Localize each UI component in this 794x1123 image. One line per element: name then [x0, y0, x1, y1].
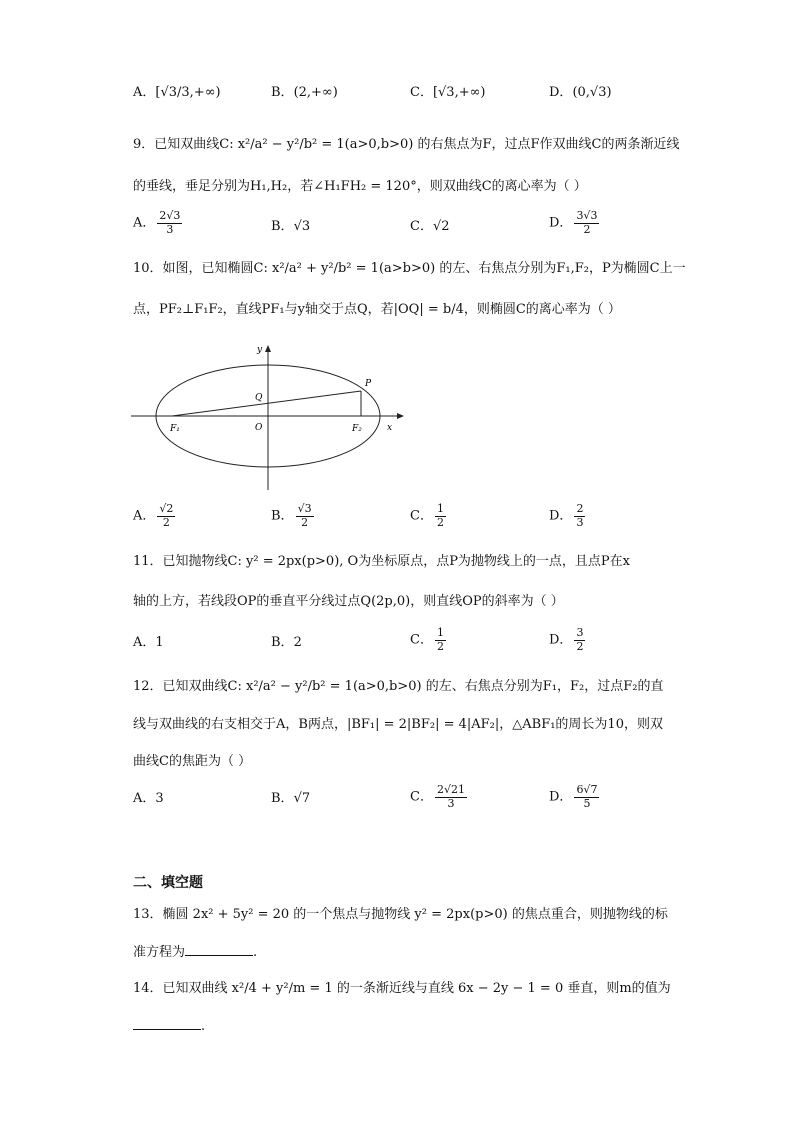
q11-option-c: C． $\frac{1}{2}$ [410, 626, 444, 653]
label-x: x [387, 423, 393, 433]
q12-option-d: D． $\frac{6√7}{5}$ [549, 783, 598, 810]
q8-option-c: C．[√3,+∞) [410, 85, 486, 100]
q12-text-line3: 曲线C的焦距为（ ） [133, 754, 252, 769]
label-f1: F₁ [170, 424, 180, 434]
q12-text-line2: 线与双曲线的右支相交于A，B两点，|BF₁| = 2|BF₂| = 4|AF₂|，△ABF₁的周长为10，则双 [133, 717, 663, 732]
q9-option-b: B．√3 [271, 219, 311, 234]
q9-option-a: A． $\frac{2√3}{3}$ [133, 209, 181, 236]
q11-option-b: B．2 [271, 635, 302, 650]
q13-text-line2: 准方程为 . [133, 945, 258, 960]
q11-text-line1: 11．已知抛物线C: y² = 2px(p>0), O为坐标原点，点P为抛物线上的一点，且点P在x [133, 554, 631, 569]
label-y: y [257, 345, 263, 355]
q10-option-d: D． $\frac{2}{3}$ [549, 502, 584, 529]
q9-option-c: C．√2 [410, 219, 450, 234]
q12-option-b: B．√7 [271, 791, 311, 806]
q10-text-line1: 10．如图，已知椭圆C: x²/a² + y²/b² = 1(a>b>0) 的左、右焦点分别为F₁,F₂，P为椭圆C上一 [133, 261, 686, 276]
q9-text-line2: 的垂线，垂足分别为H₁,H₂，若∠H₁FH₂ = 120°，则双曲线C的离心率为（ ） [133, 179, 587, 194]
q10-text-line2: 点，PF₂⊥F₁F₂，直线PF₁与y轴交于点Q，若|OQ| = b/4，则椭圆C的离心率为（ ） [133, 302, 621, 317]
q10-option-a: A． $\frac{√2}{2}$ [133, 502, 174, 529]
q10-option-c: C． $\frac{1}{2}$ [410, 502, 444, 529]
q13-text-line1: 13．椭圆 2x² + 5y² = 20 的一个焦点与抛物线 y² = 2px(p>0) 的焦点重合，则抛物线的标 [133, 907, 668, 922]
q14-text-line1: 14．已知双曲线 x²/4 + y²/m = 1 的一条渐近线与直线 6x − 2y − 1 = 0 垂直，则m的值为 [133, 981, 671, 996]
q9-text-line1: 9．已知双曲线C: x²/a² − y²/b² = 1(a>0,b>0) 的右焦点为F，过点F作双曲线C的两条渐近线 [133, 137, 680, 152]
ellipse-figure [125, 338, 425, 498]
q10-option-b: B． $\frac{√3}{2}$ [271, 502, 312, 529]
q12-option-a: A．3 [133, 791, 164, 806]
line-pf1 [172, 391, 361, 416]
label-p: P [365, 379, 372, 389]
q12-option-c: C． $\frac{2√21}{3}$ [410, 783, 465, 810]
y-axis-arrow [265, 345, 271, 352]
q8-option-d: D．(0,√3) [549, 85, 612, 100]
q9-option-d: D． $\frac{3√3}{2}$ [549, 209, 598, 236]
label-o: O [255, 423, 263, 433]
q11-option-d: D． $\frac{3}{2}$ [549, 626, 584, 653]
q8-option-b: B．(2,+∞) [271, 85, 338, 100]
q11-option-a: A．1 [133, 635, 164, 650]
q13-answer-blank[interactable] [185, 954, 253, 956]
label-q: Q [255, 393, 263, 403]
q11-text-line2: 轴的上方，若线段OP的垂直平分线过点Q(2p,0)，则直线OP的斜率为（ ） [133, 594, 564, 609]
label-f2: F₂ [352, 424, 362, 434]
q14-answer-blank[interactable] [133, 1028, 201, 1030]
q8-option-a: A．[√3/3,+∞) [133, 85, 221, 100]
q12-text-line1: 12．已知双曲线C: x²/a² − y²/b² = 1(a>0,b>0) 的左、右焦点分别为F₁，F₂，过点F₂的直 [133, 679, 664, 694]
section-title: 二、填空题 [133, 875, 203, 891]
x-axis-arrow [397, 413, 404, 419]
q14-text-line2: . [133, 1020, 205, 1033]
